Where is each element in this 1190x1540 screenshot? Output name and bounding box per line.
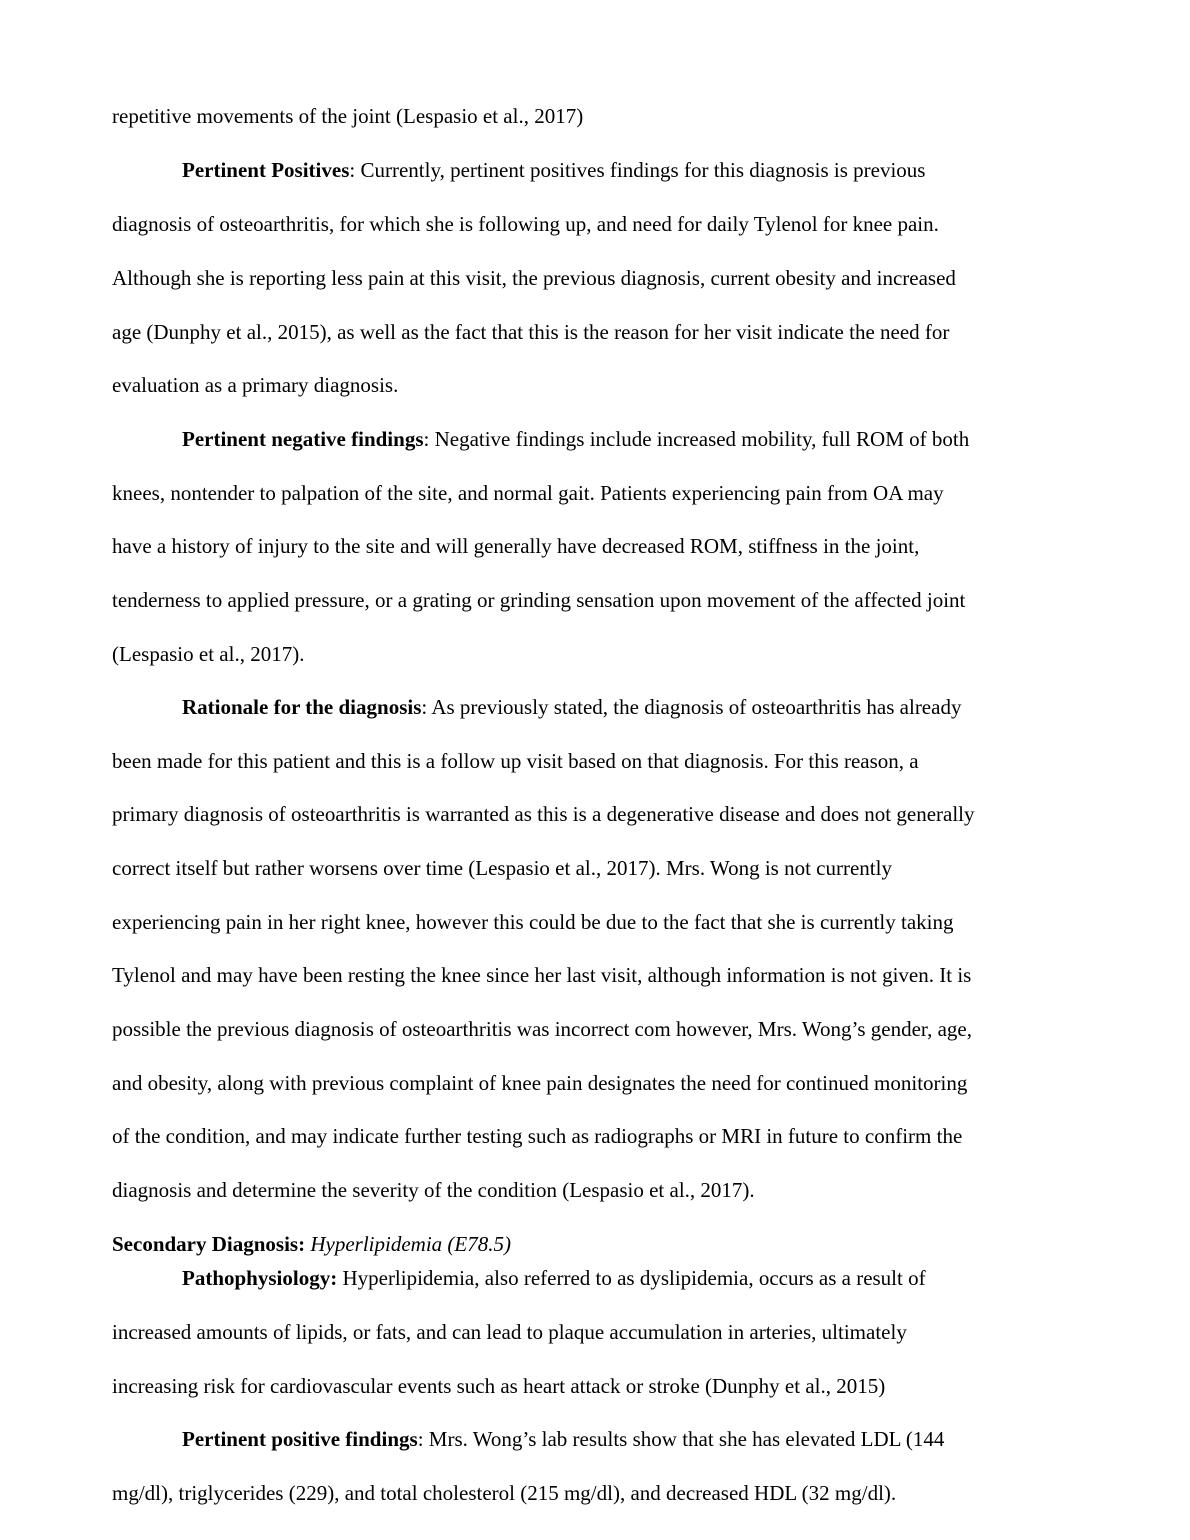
paragraph-heading: Pertinent negative findings [182,427,424,451]
paragraph-text: : Currently, pertinent positives findings for this diagnosis is previous [349,158,926,182]
text-line: possible the previous diagnosis of osteoarthritis was incorrect com however, Mrs. Wong’s gender, age, [112,1017,972,1041]
text-line: (Lespasio et al., 2017). [112,642,305,666]
text-line: mg/dl), triglycerides (229), and total cholesterol (215 mg/dl), and decreased HDL (32 mg/dl). [112,1481,897,1505]
secondary-diagnosis-heading [112,1230,511,1258]
paragraph-text: : Negative findings include increased mobility, full ROM of both [423,427,970,451]
text-line: evaluation as a primary diagnosis. [112,373,399,397]
paragraph-heading: Pertinent Positives [182,158,350,182]
section-heading: Secondary Diagnosis: [112,1232,306,1256]
text-line: Although she is reporting less pain at this visit, the previous diagnosis, current obesity and increased [112,266,956,290]
paragraph-pertinent-positives [182,156,925,184]
paragraph-text: : As previously stated, the diagnosis of osteoarthritis has already [421,695,962,719]
paragraph-heading: Pertinent positive findings [182,1427,418,1451]
paragraph-heading: Pathophysiology: [182,1266,338,1290]
paragraph-heading: Rationale for the diagnosis [182,695,422,719]
paragraph-pathophysiology [182,1264,926,1292]
diagnosis-name: Hyperlipidemia (E78.5) [305,1232,511,1256]
paragraph-text: Hyperlipidemia, also referred to as dyslipidemia, occurs as a result of [337,1266,926,1290]
text-line: knees, nontender to palpation of the site, and normal gait. Patients experiencing pain from OA may [112,481,944,505]
text-line: tenderness to applied pressure, or a grating or grinding sensation upon movement of the affected joint [112,588,966,612]
paragraph-text: : Mrs. Wong’s lab results show that she has elevated LDL (144 [417,1427,945,1451]
paragraph-pertinent-positive-findings [182,1425,944,1453]
text-line: increased amounts of lipids, or fats, and can lead to plaque accumulation in arteries, ultimately [112,1320,907,1344]
paragraph-rationale [182,693,961,721]
text-line: correct itself but rather worsens over time (Lespasio et al., 2017). Mrs. Wong is not currently [112,856,892,880]
text-line: have a history of injury to the site and will generally have decreased ROM, stiffness in the joint, [112,534,920,558]
text-line: Tylenol and may have been resting the knee since her last visit, although information is not given. It is [112,963,972,987]
paragraph-pertinent-negatives [182,425,969,453]
text-line: age (Dunphy et al., 2015), as well as the fact that this is the reason for her visit indicate the need for [112,320,950,344]
text-line: diagnosis of osteoarthritis, for which she is following up, and need for daily Tylenol for knee pain. [112,212,939,236]
text-line: primary diagnosis of osteoarthritis is warranted as this is a degenerative disease and does not generally [112,802,975,826]
text-line: increasing risk for cardiovascular events such as heart attack or stroke (Dunphy et al., 2015) [112,1374,886,1398]
text-line: experiencing pain in her right knee, however this could be due to the fact that she is currently taking [112,910,954,934]
text-line: repetitive movements of the joint (Lespasio et al., 2017) [112,104,584,128]
text-line: and obesity, along with previous complaint of knee pain designates the need for continued monitoring [112,1071,968,1095]
text-line: of the condition, and may indicate further testing such as radiographs or MRI in future to confirm the [112,1124,963,1148]
text-line: been made for this patient and this is a follow up visit based on that diagnosis. For this reason, a [112,749,919,773]
text-line: diagnosis and determine the severity of the condition (Lespasio et al., 2017). [112,1178,755,1202]
